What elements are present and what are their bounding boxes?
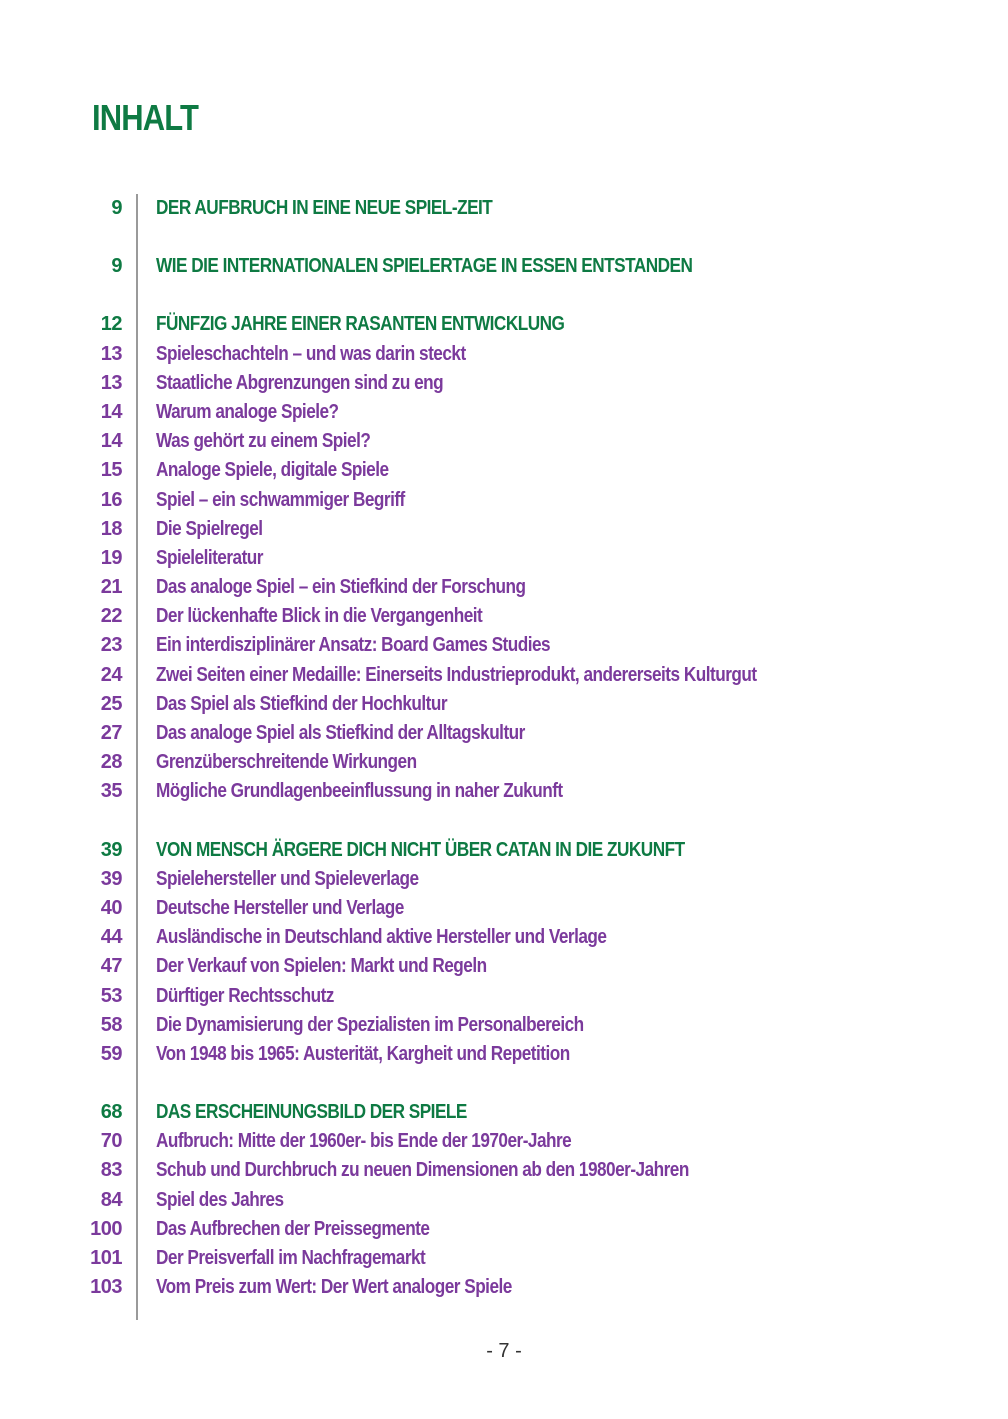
toc-section-entry[interactable] bbox=[0, 310, 1008, 339]
page-title: INHALT bbox=[92, 97, 199, 138]
toc-entry-title: Zwei Seiten einer Medaille: Einerseits Industrieprodukt, andererseits Kulturgut bbox=[156, 663, 757, 686]
toc-page-number: 13 bbox=[100, 371, 122, 394]
toc-entry-title: WIE DIE INTERNATIONALEN SPIELERTAGE IN ESSEN ENTSTANDEN bbox=[156, 255, 693, 278]
toc-subsection-entry[interactable] bbox=[0, 1273, 1008, 1302]
toc-subsection-entry[interactable] bbox=[0, 894, 1008, 923]
toc-subsection-entry[interactable] bbox=[0, 923, 1008, 952]
toc-subsection-entry[interactable] bbox=[0, 456, 1008, 485]
toc-section-entry[interactable] bbox=[0, 836, 1008, 865]
toc-entry-title: Aufbruch: Mitte der 1960er- bis Ende der 1970er-Jahre bbox=[156, 1130, 572, 1153]
toc-page-number: 9 bbox=[111, 197, 122, 219]
toc-subsection-entry[interactable] bbox=[0, 1186, 1008, 1215]
toc-page-number: 28 bbox=[100, 751, 122, 774]
toc-entry-title: Staatliche Abgrenzungen sind zu eng bbox=[156, 371, 444, 394]
toc-subsection-entry[interactable] bbox=[0, 1040, 1008, 1069]
toc-subsection-entry[interactable] bbox=[0, 748, 1008, 777]
toc-entry-title: Deutsche Hersteller und Verlage bbox=[156, 896, 404, 919]
toc-entry-title: Grenzüberschreitende Wirkungen bbox=[156, 751, 417, 774]
toc-entry-title: Spiel des Jahres bbox=[156, 1188, 284, 1211]
toc-entry-title: Dürftiger Rechtsschutz bbox=[156, 984, 334, 1007]
toc-page-number: 47 bbox=[100, 955, 122, 978]
toc-entry-title: Das analoge Spiel – ein Stiefkind der Forschung bbox=[156, 576, 526, 599]
toc-page-number: 70 bbox=[100, 1130, 122, 1153]
toc-page-number: 13 bbox=[100, 342, 122, 365]
toc-subsection-entry[interactable] bbox=[0, 427, 1008, 456]
toc-entry-title: Von 1948 bis 1965: Austerität, Kargheit und Repetition bbox=[156, 1042, 570, 1065]
toc-page-number: 53 bbox=[100, 984, 122, 1007]
toc-page-number: 44 bbox=[100, 926, 122, 949]
toc-entry-title: Analoge Spiele, digitale Spiele bbox=[156, 459, 389, 482]
toc-page-number: 27 bbox=[100, 722, 122, 744]
toc-entry-title: Mögliche Grundlagenbeeinflussung in naher Zukunft bbox=[156, 780, 563, 803]
toc-page-number: 40 bbox=[100, 896, 122, 919]
toc-subsection-entry[interactable] bbox=[0, 690, 1008, 719]
toc-page-number: 14 bbox=[100, 430, 122, 453]
toc-page-number: 103 bbox=[90, 1276, 122, 1299]
toc-subsection-entry[interactable] bbox=[0, 515, 1008, 544]
page-number: - 7 - bbox=[486, 1340, 522, 1362]
toc-entry-title: Spiel – ein schwammiger Begriff bbox=[156, 488, 405, 511]
toc-section-entry[interactable] bbox=[0, 252, 1008, 281]
toc-entry-title: FÜNFZIG JAHRE EINER RASANTEN ENTWICKLUNG bbox=[156, 313, 565, 336]
toc-page-number: 16 bbox=[100, 488, 122, 511]
toc-page-number: 12 bbox=[100, 313, 122, 336]
toc-page-number: 59 bbox=[100, 1042, 122, 1065]
toc-subsection-entry[interactable] bbox=[0, 398, 1008, 427]
toc-subsection-entry[interactable] bbox=[0, 952, 1008, 981]
toc-subsection-entry[interactable] bbox=[0, 982, 1008, 1011]
toc-page-number: 39 bbox=[100, 838, 122, 861]
toc-subsection-entry[interactable] bbox=[0, 1156, 1008, 1185]
toc-entry-title: Der Preisverfall im Nachfragemarkt bbox=[156, 1247, 426, 1269]
toc-entry-title: Warum analoge Spiele? bbox=[156, 400, 339, 423]
toc-subsection-entry[interactable] bbox=[0, 486, 1008, 515]
toc-page-number: 24 bbox=[100, 663, 122, 686]
toc-entry-title: Der Verkauf von Spielen: Markt und Regeln bbox=[156, 955, 487, 978]
toc-entry-title: VON MENSCH ÄRGERE DICH NICHT ÜBER CATAN IN DIE ZUKUNFT bbox=[156, 838, 685, 861]
toc-subsection-entry[interactable] bbox=[0, 1127, 1008, 1156]
toc-subsection-entry[interactable] bbox=[0, 340, 1008, 369]
toc-entry-title: DAS ERSCHEINUNGSBILD DER SPIELE bbox=[156, 1101, 467, 1124]
toc-entry-title: Vom Preis zum Wert: Der Wert analoger Spiele bbox=[156, 1276, 512, 1299]
toc-section-entry[interactable] bbox=[0, 194, 1008, 223]
toc-page-number: 83 bbox=[100, 1159, 122, 1182]
toc-page-number: 68 bbox=[100, 1101, 122, 1124]
toc-subsection-entry[interactable] bbox=[0, 573, 1008, 602]
toc-entry-title: Spieleschachteln – und was darin steckt bbox=[156, 342, 466, 365]
toc-entry-title: Spielehersteller und Spieleverlage bbox=[156, 867, 419, 890]
toc-entry-title: Schub und Durchbruch zu neuen Dimensionen ab den 1980er-Jahren bbox=[156, 1159, 689, 1182]
toc-entry-title: Was gehört zu einem Spiel? bbox=[156, 430, 371, 453]
toc-page-number: 35 bbox=[100, 780, 122, 803]
toc-section-entry[interactable] bbox=[0, 1098, 1008, 1127]
toc-entry-title: Ein interdisziplinärer Ansatz: Board Games Studies bbox=[156, 634, 551, 657]
toc-page-number: 18 bbox=[100, 517, 122, 540]
toc-subsection-entry[interactable] bbox=[0, 602, 1008, 631]
toc-page-number: 58 bbox=[100, 1013, 122, 1036]
toc-page-number: 9 bbox=[111, 255, 122, 278]
toc-subsection-entry[interactable] bbox=[0, 1244, 1008, 1273]
toc-subsection-entry[interactable] bbox=[0, 777, 1008, 806]
toc-page-number: 23 bbox=[100, 634, 122, 657]
toc-subsection-entry[interactable] bbox=[0, 544, 1008, 573]
toc-page-number: 25 bbox=[100, 692, 122, 715]
toc-entry-title: Der lückenhafte Blick in die Vergangenheit bbox=[156, 605, 483, 628]
toc-entry-title: Ausländische in Deutschland aktive Hersteller und Verlage bbox=[156, 926, 607, 949]
toc-entry-title: DER AUFBRUCH IN EINE NEUE SPIEL-ZEIT bbox=[156, 197, 493, 219]
toc-subsection-entry[interactable] bbox=[0, 865, 1008, 894]
toc-page-number: 15 bbox=[100, 459, 122, 482]
toc-subsection-entry[interactable] bbox=[0, 369, 1008, 398]
toc-entry-title: Die Dynamisierung der Spezialisten im Personalbereich bbox=[156, 1013, 584, 1036]
toc-page-number: 19 bbox=[100, 546, 122, 569]
toc-entry-title: Das Spiel als Stiefkind der Hochkultur bbox=[156, 692, 448, 715]
toc-subsection-entry[interactable] bbox=[0, 1215, 1008, 1244]
toc-entry-title: Das Aufbrechen der Preissegmente bbox=[156, 1217, 430, 1240]
toc-subsection-entry[interactable] bbox=[0, 631, 1008, 660]
toc-page-number: 84 bbox=[100, 1188, 122, 1211]
toc-entry-title: Die Spielregel bbox=[156, 517, 263, 540]
table-of-contents bbox=[0, 194, 1008, 1302]
toc-page-number: 101 bbox=[90, 1247, 122, 1269]
toc-entry-title: Das analoge Spiel als Stiefkind der Alltagskultur bbox=[156, 722, 525, 744]
toc-subsection-entry[interactable] bbox=[0, 1011, 1008, 1040]
toc-page-number: 21 bbox=[100, 576, 122, 599]
toc-page-number: 14 bbox=[100, 400, 122, 423]
toc-page-number: 100 bbox=[90, 1217, 122, 1240]
toc-page-number: 22 bbox=[100, 605, 122, 628]
toc-subsection-entry[interactable] bbox=[0, 719, 1008, 748]
toc-entry-title: Spieleliteratur bbox=[156, 546, 263, 569]
toc-subsection-entry[interactable] bbox=[0, 661, 1008, 690]
toc-page-number: 39 bbox=[100, 867, 122, 890]
